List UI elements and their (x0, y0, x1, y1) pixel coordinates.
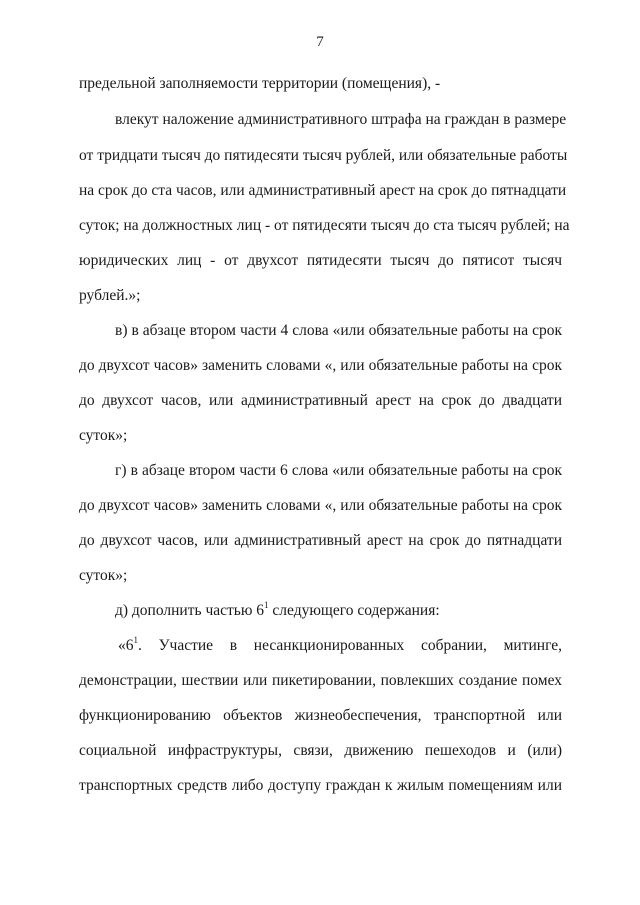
text-line: до двухсот часов, или административный арест на срок до двадцати (79, 392, 562, 409)
text-line: юридических лиц - от двухсот пятидесяти тысяч до пятисот тысяч (79, 252, 562, 269)
text-line (118, 636, 562, 656)
text-segment: следующего содержания: (268, 602, 440, 619)
text-line: транспортных средств либо доступу граждан к жилым помещениям или (79, 777, 562, 794)
text-line: суток; на должностных лиц - от пятидесяти тысяч до ста тысяч рублей; на (79, 217, 570, 234)
text-segment: . Участие в несанкционированных собрании, митинге, (138, 637, 562, 654)
text-line: г) в абзаце втором части 6 слова «или обязательные работы на срок (115, 462, 562, 479)
superscript: 1 (264, 599, 269, 610)
text-line: до двухсот часов, или административный арест на срок до пятнадцати (79, 532, 562, 549)
text-line: на срок до ста часов, или административный арест на срок до пятнадцати (79, 182, 567, 199)
text-line: до двухсот часов» заменить словами «, или обязательные работы на срок (79, 497, 562, 514)
text-line: влекут наложение административного штрафа на граждан в размере (115, 111, 567, 128)
text-line: предельной заполняемости территории (помещения), - (79, 75, 441, 92)
text-line: суток»; (79, 427, 128, 444)
text-line: функционированию объектов жизнеобеспечения, транспортной или (79, 707, 562, 724)
text-segment: «6 (118, 637, 134, 654)
page-number: 7 (316, 34, 324, 50)
superscript: 1 (133, 634, 138, 645)
text-segment: д) дополнить частью 6 (115, 602, 265, 619)
text-line: в) в абзаце втором части 4 слова «или обязательные работы на срок (115, 322, 562, 339)
text-line (115, 601, 562, 621)
text-line: до двухсот часов» заменить словами «, или обязательные работы на срок (79, 357, 562, 374)
text-line: рублей.»; (79, 287, 141, 304)
text-line: суток»; (79, 567, 128, 584)
text-line: демонстрации, шествии или пикетировании, повлекших создание помех (79, 672, 562, 689)
text-line: социальной инфраструктуры, связи, движению пешеходов и (или) (79, 742, 562, 759)
text-line: от тридцати тысяч до пятидесяти тысяч рублей, или обязательные работы (79, 147, 568, 164)
